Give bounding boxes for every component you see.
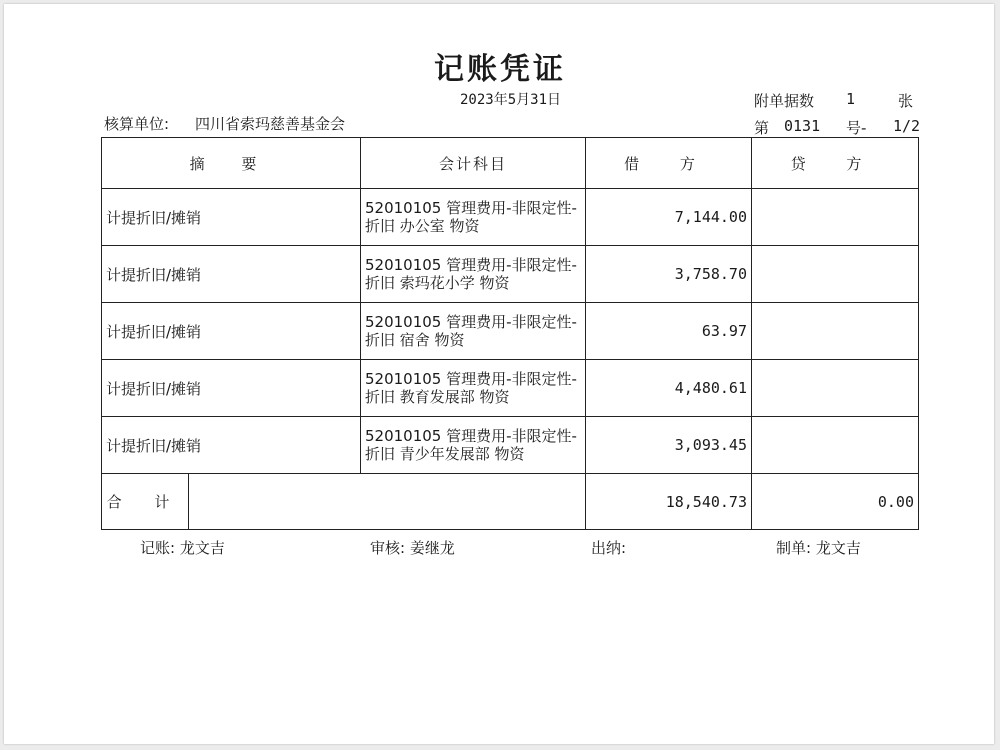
- row-account-line2: 折旧 教育发展部 物资: [365, 388, 510, 406]
- header-credit: 贷 方: [752, 138, 919, 189]
- row-credit: [752, 189, 919, 246]
- row-debit: 7,144.00: [586, 189, 752, 246]
- table-header-row: [102, 138, 919, 189]
- signature-maker: 制单: 龙文吉: [776, 539, 861, 557]
- total-blank-cell: [189, 474, 586, 530]
- attachments-unit: 张: [898, 92, 914, 110]
- attachments-label: 附单据数: [754, 92, 815, 110]
- row-debit: 4,480.61: [586, 360, 752, 417]
- row-account-line1: 52010105 管理费用-非限定性-: [365, 199, 577, 217]
- total-label: 合 计: [102, 474, 189, 530]
- row-account: [361, 303, 586, 360]
- signature-auditor: 审核: 姜继龙: [370, 539, 455, 557]
- table-row: [102, 246, 919, 303]
- row-summary: 计提折旧/摊销: [102, 246, 361, 303]
- header-account: 会计科目: [361, 138, 586, 189]
- table-row: [102, 189, 919, 246]
- row-credit: [752, 246, 919, 303]
- row-debit: 3,758.70: [586, 246, 752, 303]
- voucher-no-label: 第: [754, 119, 770, 137]
- total-credit: 0.00: [752, 474, 919, 530]
- voucher-no-value: 0131: [784, 117, 821, 135]
- row-debit: 3,093.45: [586, 417, 752, 474]
- header-summary: 摘 要: [102, 138, 361, 189]
- voucher-no-suffix: 号-: [846, 119, 867, 137]
- row-credit: [752, 360, 919, 417]
- voucher-table: [101, 137, 919, 530]
- header-debit: 借 方: [586, 138, 752, 189]
- row-debit: 63.97: [586, 303, 752, 360]
- row-summary: 计提折旧/摊销: [102, 189, 361, 246]
- table-row: [102, 303, 919, 360]
- signature-bookkeeper: 记账: 龙文吉: [140, 539, 225, 557]
- row-account-line1: 52010105 管理费用-非限定性-: [365, 313, 577, 331]
- total-row: [102, 474, 919, 530]
- row-credit: [752, 417, 919, 474]
- row-account-line2: 折旧 青少年发展部 物资: [365, 445, 525, 463]
- voucher-date: 2023年5月31日: [460, 92, 562, 108]
- row-account-line2: 折旧 办公室 物资: [365, 217, 480, 235]
- row-account: [361, 417, 586, 474]
- row-account: [361, 360, 586, 417]
- voucher-title: 记账凭证: [434, 52, 566, 87]
- row-account-line1: 52010105 管理费用-非限定性-: [365, 370, 577, 388]
- row-account-line2: 折旧 宿舍 物资: [365, 331, 465, 349]
- accounting-unit-label: 核算单位:: [104, 115, 170, 133]
- table-row: [102, 360, 919, 417]
- row-account-line1: 52010105 管理费用-非限定性-: [365, 427, 577, 445]
- row-account: [361, 189, 586, 246]
- table-row: [102, 417, 919, 474]
- row-account: [361, 246, 586, 303]
- row-account-line1: 52010105 管理费用-非限定性-: [365, 256, 577, 274]
- row-credit: [752, 303, 919, 360]
- row-summary: 计提折旧/摊销: [102, 360, 361, 417]
- row-account-line2: 折旧 索玛花小学 物资: [365, 274, 510, 292]
- accounting-unit-value: 四川省索玛慈善基金会: [195, 115, 346, 133]
- attachments-count: 1: [846, 90, 856, 108]
- voucher-page: 1/2: [893, 117, 921, 135]
- row-summary: 计提折旧/摊销: [102, 417, 361, 474]
- total-debit: 18,540.73: [586, 474, 752, 530]
- row-summary: 计提折旧/摊销: [102, 303, 361, 360]
- signature-cashier: 出纳:: [591, 539, 627, 557]
